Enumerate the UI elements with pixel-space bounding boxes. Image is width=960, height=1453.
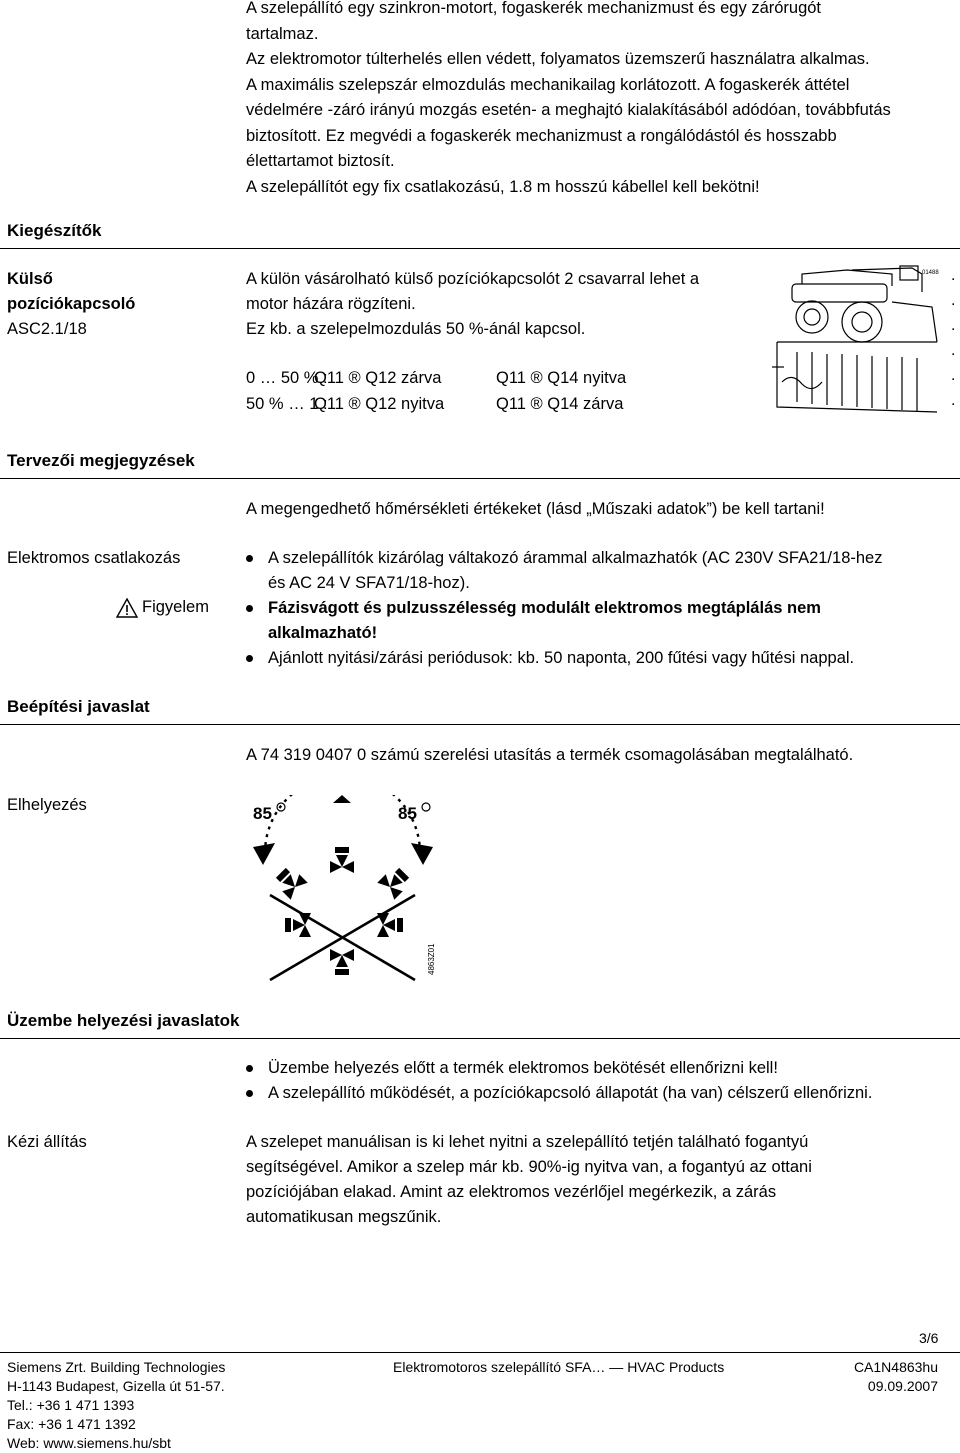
intro-line: biztosított. Ez megvédi a fogaskerék mechanizmust a rongálódástól és hosszabb (246, 126, 837, 145)
accessory-label-line: Külső (7, 270, 53, 288)
electrical-label: Elektromos csatlakozás (7, 549, 181, 567)
margin-dot: . (951, 342, 956, 359)
design-notes-text: A megengedhető hőmérsékleti értékeket (lásd „Műszaki adatok”) be kell tartani! (246, 500, 825, 518)
accessory-desc-line: A külön vásárolható külső pozíciókapcsolót 2 csavarral lehet a (246, 270, 700, 288)
footer-fax: Fax: +36 1 471 1392 (7, 1416, 136, 1432)
manual-label: Kézi állítás (7, 1133, 87, 1151)
footer-rule (0, 1352, 960, 1353)
list-item: A szelepállító működését, a pozíciókapcsoló állapotát (ha van) célszerű ellenőrizni. (246, 1081, 956, 1106)
angle-label-right: 85 (398, 804, 417, 823)
diagram-code: 4863Z01 (427, 943, 436, 975)
list-item: Üzembe helyezés előtt a termék elektromos bekötését ellenőrizni kell! (246, 1056, 956, 1081)
footer-date: 09.09.2007 (867, 1378, 938, 1394)
intro-line: védelmére -záró irányú mozgás esetén- a meghajtó kialakításából adódóan, továbbfutás (246, 101, 891, 119)
commissioning-bullet-list (246, 1056, 956, 1106)
electrical-bullet-list (246, 546, 956, 671)
section-heading-accessories: Kiegészítők (7, 221, 102, 240)
footer-contact (7, 1358, 225, 1453)
switch-state-q12: Q11 ® Q12 nyitva (314, 395, 445, 413)
placement-diagram (245, 795, 445, 990)
cross-out-icon (270, 895, 415, 980)
installation-text: A 74 319 0407 0 számú szerelési utasítás a termék csomagolásában megtalálható. (246, 746, 854, 764)
accessory-code: ASC2.1/18 (7, 320, 87, 338)
footer-doc-title: Elektromotoros szelepállító SFA… ― HVAC Products (393, 1359, 725, 1375)
intro-line: A szelepállítót egy fix csatlakozású, 1.8 m hosszú kábellel kell bekötni! (246, 177, 760, 196)
section-rule (0, 1038, 960, 1039)
margin-dot: . (951, 292, 956, 309)
arrow-top-icon (333, 795, 351, 803)
warning-block (116, 595, 209, 620)
accessory-desc-line: motor házára rögzíteni. (246, 295, 416, 313)
placement-label: Elhelyezés (7, 796, 87, 814)
arrow-right-icon (411, 843, 433, 865)
intro-line: Az elektromotor túlterhelés ellen védett, folyamatos üzemszerű használatra alkalmas. (246, 50, 870, 68)
page-number: 3/6 (919, 1330, 939, 1346)
list-item: Fázisvágott és pulzusszélesség modulált elektromos megtáplálás nem alkalmazható! (246, 596, 956, 646)
list-item: Ajánlott nyitási/zárási periódusok: kb. 50 naponta, 200 fűtési vagy hűtési nappal. (246, 646, 956, 671)
footer-doc-code: CA1N4863hu (853, 1359, 938, 1375)
section-rule (0, 248, 960, 249)
footer-address: H-1143 Budapest, Gizella út 51-57. (7, 1378, 225, 1394)
manual-line: A szelepet manuálisan is ki lehet nyitni a szelepállító tetjén található fogantyú (246, 1133, 809, 1151)
valve-icon-upright (330, 847, 354, 873)
arrow-left-icon (253, 843, 275, 865)
list-item: A szelepállítók kizárólag váltakozó árammal alkalmazhatók (AC 230V SFA21/18-hez és AC 24 V SFA71/18-hoz). (246, 546, 956, 596)
footer-web: Web: www.siemens.hu/sbt (7, 1435, 171, 1451)
switch-row (246, 392, 766, 417)
valve-icon-horizontal-right (377, 913, 403, 937)
intro-paragraph (246, 0, 956, 200)
switch-state-q12: Q11 ® Q12 zárva (314, 369, 442, 387)
manual-line: automatikusan megszűnik. (246, 1208, 442, 1226)
position-switch-illustration (772, 262, 947, 422)
switch-row (246, 366, 766, 391)
margin-dot: . (951, 317, 956, 334)
accessory-desc-line: Ez kb. a szelepelmozdulás 50 %-ánál kapcsol. (246, 320, 586, 338)
accessory-description (246, 267, 766, 342)
valve-icon-tilted-left (272, 864, 307, 899)
section-rule (0, 724, 960, 725)
section-heading-installation: Beépítési javaslat (7, 697, 150, 716)
intro-line: tartalmaz. (246, 24, 319, 43)
margin-dot: . (951, 267, 956, 284)
footer-tel: Tel.: +36 1 471 1393 (7, 1397, 135, 1413)
footer-company: Siemens Zrt. Building Technologies (7, 1359, 226, 1375)
valve-icon-tilted-right (377, 864, 412, 899)
image-code: 01488 (922, 270, 939, 276)
angle-label-left: 85 (253, 804, 272, 823)
section-rule (0, 478, 960, 479)
intro-line: A szelepállító egy szinkron-motort, fogaskerék mechanizmust és egy zárórugót (246, 0, 822, 17)
section-heading-design-notes: Tervezői megjegyzések (7, 451, 195, 470)
manual-paragraph (246, 1130, 956, 1230)
allowed-range-arc (265, 795, 420, 853)
section-heading-commissioning: Üzembe helyezési javaslatok (7, 1011, 240, 1030)
intro-line: élettartamot biztosít. (246, 152, 395, 170)
warning-icon (116, 598, 138, 618)
switch-state-q14: Q11 ® Q14 nyitva (496, 369, 627, 387)
intro-line: A maximális szelepszár elmozdulás mechanikailag korlátozott. A fogaskerék áttétel (246, 75, 850, 94)
valve-icon-inverted (330, 949, 354, 975)
warning-label: Figyelem (142, 598, 209, 616)
accessory-label (7, 267, 135, 342)
margin-dot: . (951, 367, 956, 384)
degree-icon (422, 803, 430, 811)
switch-state-q14: Q11 ® Q14 zárva (496, 395, 624, 413)
switch-range: 0 … 50 % : (246, 369, 328, 387)
manual-line: pozíciójában elakad. Amint az elektromos vezérlőjel megérkezik, a zárás (246, 1183, 777, 1201)
manual-line: segítségével. Amikor a szelep már kb. 90%-ig nyitva van, a fogantyú az ottani (246, 1158, 812, 1176)
switch-range: 50 % … 1 : (246, 395, 328, 413)
margin-dot: . (951, 392, 956, 409)
accessory-label-line: pozíciókapcsoló (7, 295, 136, 313)
